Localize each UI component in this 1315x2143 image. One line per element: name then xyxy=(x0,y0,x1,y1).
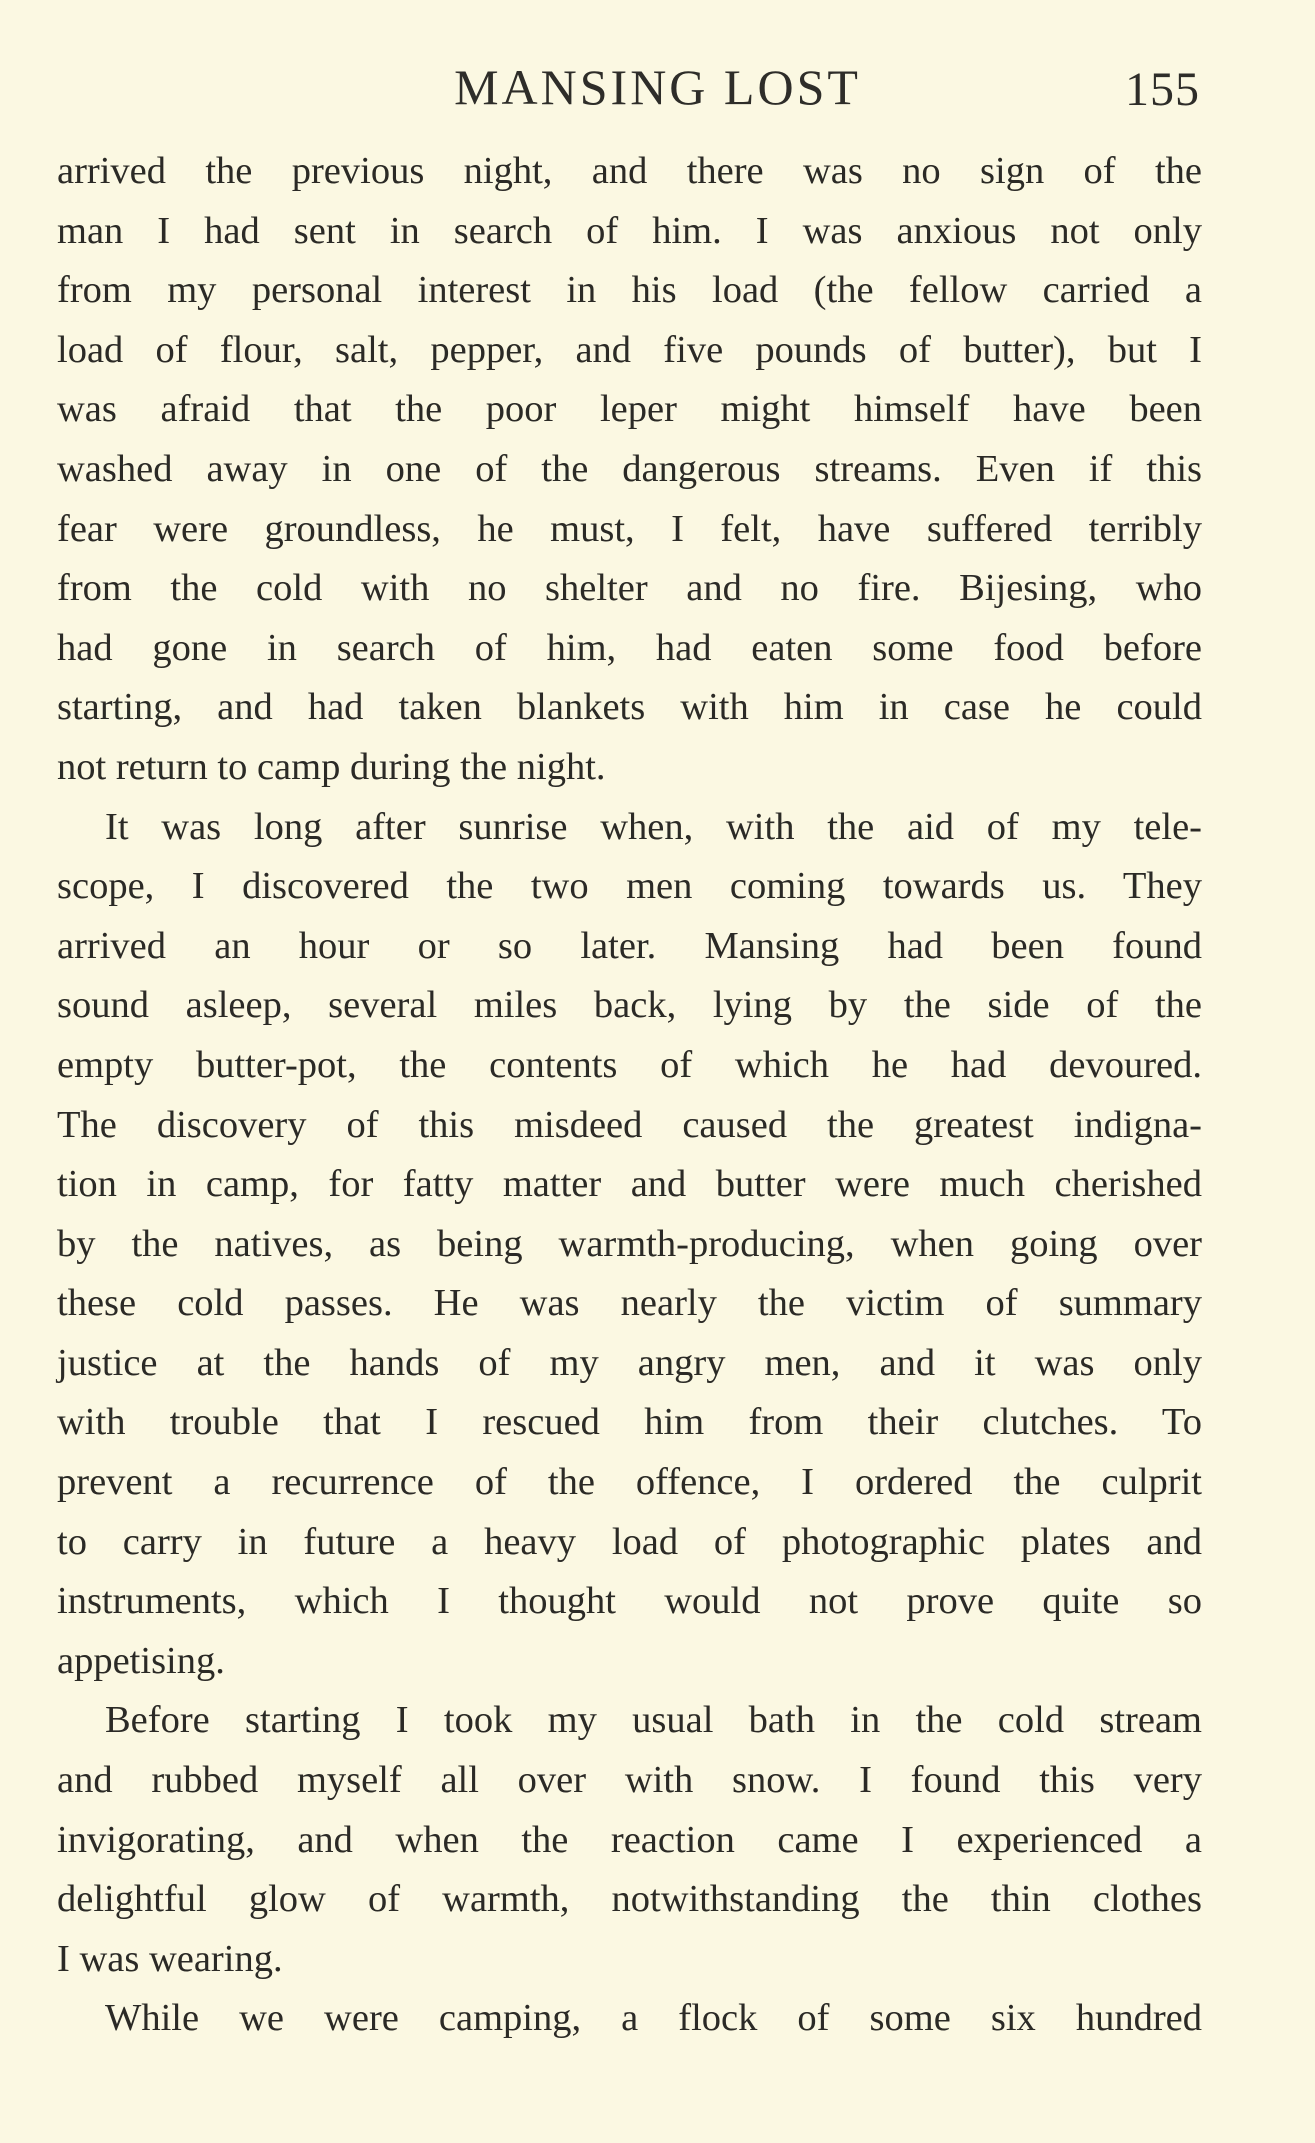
text-line: It was long after sunrise when, with the aid of my tele- xyxy=(105,805,1202,848)
text-line: prevent a recurrence of the offence, I ordered the culprit xyxy=(57,1461,1202,1504)
text-line: justice at the hands of my angry men, and it was only xyxy=(57,1341,1202,1384)
text-line: load of flour, salt, pepper, and five pounds of butter), but I xyxy=(57,328,1202,371)
text-line: While we were camping, a flock of some six hundred xyxy=(105,1997,1202,2040)
running-header xyxy=(0,58,1315,118)
text-line: scope, I discovered the two men coming towards us. They xyxy=(57,865,1202,908)
text-line: empty butter-pot, the contents of which he had devoured. xyxy=(57,1043,1202,1086)
text-line: invigorating, and when the reaction came I experienced a xyxy=(57,1818,1202,1861)
text-line: sound asleep, several miles back, lying by the side of the xyxy=(57,984,1202,1027)
text-line: delightful glow of warmth, notwithstanding the thin clothes xyxy=(57,1878,1202,1921)
text-line: from my personal interest in his load (the fellow carried a xyxy=(57,269,1202,312)
text-line: starting, and had taken blankets with him in case he could xyxy=(57,686,1202,729)
text-line: was afraid that the poor leper might himself have been xyxy=(57,388,1202,431)
text-line: man I had sent in search of him. I was anxious not only xyxy=(57,209,1202,252)
text-line: fear were groundless, he must, I felt, have suffered terribly xyxy=(57,507,1202,550)
text-line: to carry in future a heavy load of photographic plates and xyxy=(57,1520,1202,1563)
text-line: had gone in search of him, had eaten some food before xyxy=(57,626,1202,669)
text-line: not return to camp during the night. xyxy=(57,745,606,788)
page-number: 155 xyxy=(1125,63,1200,116)
text-line: Before starting I took my usual bath in the cold stream xyxy=(105,1699,1202,1742)
text-line: washed away in one of the dangerous streams. Even if this xyxy=(57,447,1202,490)
text-line: The discovery of this misdeed caused the greatest indigna- xyxy=(57,1103,1202,1146)
text-line: arrived the previous night, and there was no sign of the xyxy=(57,150,1202,192)
text-line: I was wearing. xyxy=(57,1937,283,1980)
chapter-running-title: MANSING LOST xyxy=(454,59,861,115)
text-line: and rubbed myself all over with snow. I found this very xyxy=(57,1759,1202,1802)
text-line: arrived an hour or so later. Mansing had been found xyxy=(57,924,1202,967)
text-line: tion in camp, for fatty matter and butter were much cherished xyxy=(57,1163,1202,1206)
text-line: from the cold with no shelter and no fire. Bijesing, who xyxy=(57,567,1202,610)
text-line: appetising. xyxy=(57,1639,225,1682)
text-line: by the natives, as being warmth-producing, when going over xyxy=(57,1222,1202,1265)
text-line: instruments, which I thought would not prove quite so xyxy=(57,1580,1202,1623)
text-line: with trouble that I rescued him from their clutches. To xyxy=(57,1401,1202,1444)
text-line: these cold passes. He was nearly the victim of summary xyxy=(57,1282,1202,1325)
body-text xyxy=(57,142,1202,2049)
